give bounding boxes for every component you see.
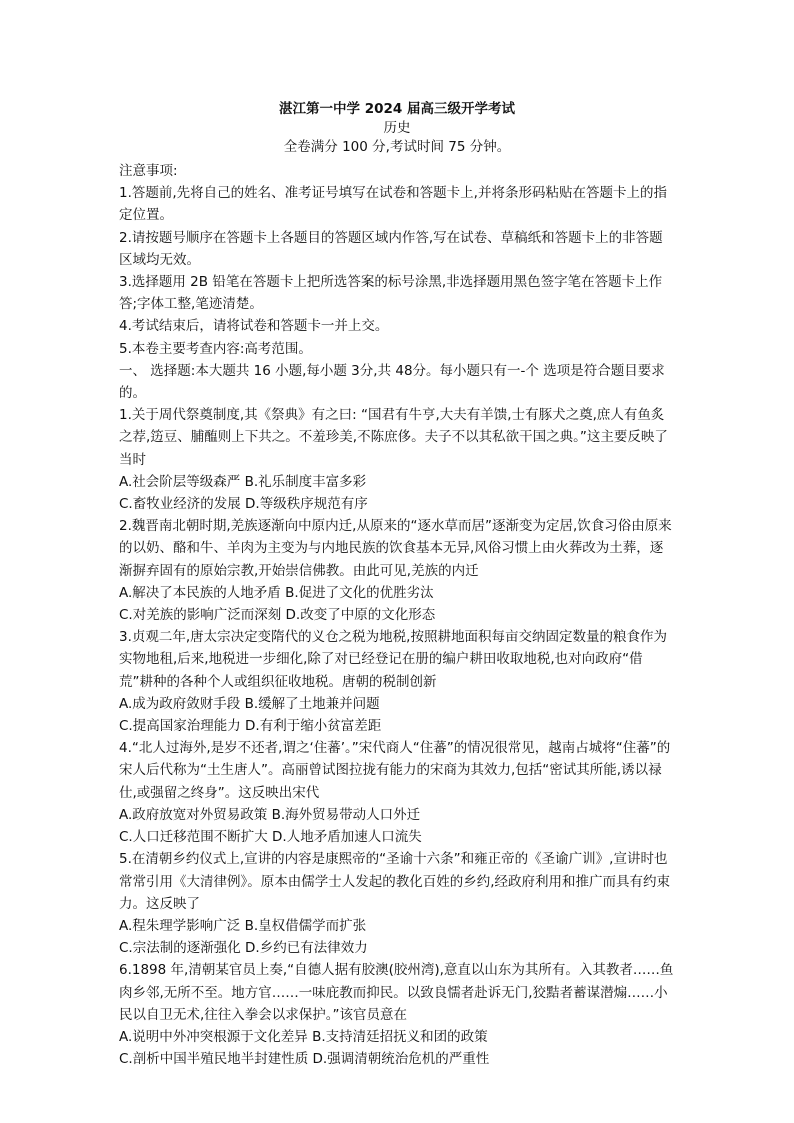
question-2-stem: 2.魏晋南北朝时期,羌族逐渐向中原内迁,从原来的“逐水草而居”逐渐变为定居,饮食习俗由原来的以奶、酪和牛、羊肉为主变为与内地民族的饮食基本无异,风俗习惯上由火葬改为土葬，逐渐摒弃固有的原始宗教,开始崇信佛教。由此可见,羌族的内迁: [119, 518, 672, 579]
notice-heading: 注意事项:: [119, 163, 178, 179]
notice-item-3: 3.选择题用 2B 铅笔在答题卡上把所选答案的标号涂黑,非选择题用黑色签字笔在答题卡上作答;字体工整,笔迹清楚。: [119, 274, 663, 313]
notice-item-1: 1.答题前,先将自己的姓名、准考证号填写在试卷和答题卡上,并将条形码粘贴在答题卡上的指定位置。: [119, 185, 667, 224]
question-4-options-row-1: A.政府放宽对外贸易政策 B.海外贸易带动人口外迁: [119, 806, 421, 823]
exam-subject: 历史: [383, 120, 411, 136]
question-6-stem: 6.1898 年,清朝某官员上奏,“自德人据有胶澳(胶州湾),意直以山东为其所有。入其教者……鱼肉乡邻,无所不至。地方官……一味庇教而抑民。以致良懦者赴诉无门,狡黠者蓄谋潜煽……小民以自卫无术,往往入拳会以求保护。”该官员意在: [119, 962, 674, 1023]
exam-info: 全卷满分 100 分,考试时间 75 分钟。: [283, 139, 511, 155]
question-5-options-row-2: C.宗法制的逐渐强化 D.乡约已有法律效力: [119, 940, 368, 957]
question-3-stem: 3.贞观二年,唐太宗决定变隋代的义仓之税为地税,按照耕地面积每亩交纳固定数量的粮食作为实物地租,后来,地税进一步细化,除了对已经登记在册的编户耕田收取地税,也对向政府“借荒”耕种的各种个人或组织征收地税。唐朝的税制创新: [119, 629, 667, 690]
question-5-stem: 5.在清朝乡约仪式上,宣讲的内容是康熙帝的“圣谕十六条”和雍正帝的《圣谕广训》,宣讲时也常常引用《大清律例》。原本由儒学士人发起的教化百姓的乡约,经政府利用和推广而具有约束力。这反映了: [119, 851, 671, 912]
notice-item-5: 5.本卷主要考查内容:高考范围。: [119, 340, 312, 357]
question-6-options-row-2: C.剖析中国半殖民地半封建性质 D.强调清朝统治危机的严重性: [119, 1051, 490, 1068]
question-3-options-row-1: A.成为政府敛财手段 B.缓解了土地兼并问题: [119, 695, 380, 712]
question-1-options-row-2: C.畜牧业经济的发展 D.等级秩序规范有序: [119, 496, 368, 513]
question-4-stem: 4.“北人过海外,是岁不还者,谓之‘住蕃’。”宋代商人“住蕃”的情况很常见，越南占城将“住蕃”的宋人后代称为“土生唐人”。高丽曾试图拉拢有能力的宋商为其效力,包括“密试其所能,诱以禄仕,或强留之终身”。这反映出宋代: [119, 740, 671, 801]
exam-header: [0, 100, 794, 157]
exam-content: [119, 160, 675, 1070]
question-2-options-row-1: A.解决了本民族的人地矛盾 B.促进了文化的优胜劣汰: [119, 584, 434, 601]
section-heading: 一、 选择题:本大题共 16 小题,每小题 3分,共 48分。每小题只有一-个 选项是符合题目要求的。: [119, 362, 665, 402]
notice-item-4: 4.考试结束后，请将试卷和答题卡一并上交。: [119, 318, 389, 335]
question-4-options-row-2: C.人口迁移范围不断扩大 D.人地矛盾加速人口流失: [119, 829, 422, 846]
question-2-options-row-2: C.对羌族的影响广泛而深刻 D.改变了中原的文化形态: [119, 607, 436, 624]
question-1-options-row-1: A.社会阶层等级森严 B.礼乐制度丰富多彩: [119, 473, 367, 490]
notice-item-2: 2.请按题号顺序在答题卡上各题目的答题区域内作答,写在试卷、草稿纸和答题卡上的非答题区域均无效。: [119, 229, 663, 268]
question-3-options-row-2: C.提高国家治理能力 D.有利于缩小贫富差距: [119, 718, 382, 735]
question-1-stem: 1.关于周代祭奠制度,其《祭典》有之曰: “国君有牛亨,大夫有羊馈,士有豚犬之奠,庶人有鱼炙之荐,笾豆、脯醢则上下共之。不羞珍美,不陈庶侈。夫子不以其私欲干国之典。”这主要反映了当时: [119, 407, 668, 468]
exam-title: 湛江第一中学 2024 届高三级开学考试: [279, 101, 515, 117]
question-5-options-row-1: A.程朱理学影响广泛 B.皇权借儒学而扩张: [119, 917, 367, 934]
question-6-options-row-1: A.说明中外冲突根源于文化差异 B.支持清廷招抚义和团的政策: [119, 1028, 488, 1045]
